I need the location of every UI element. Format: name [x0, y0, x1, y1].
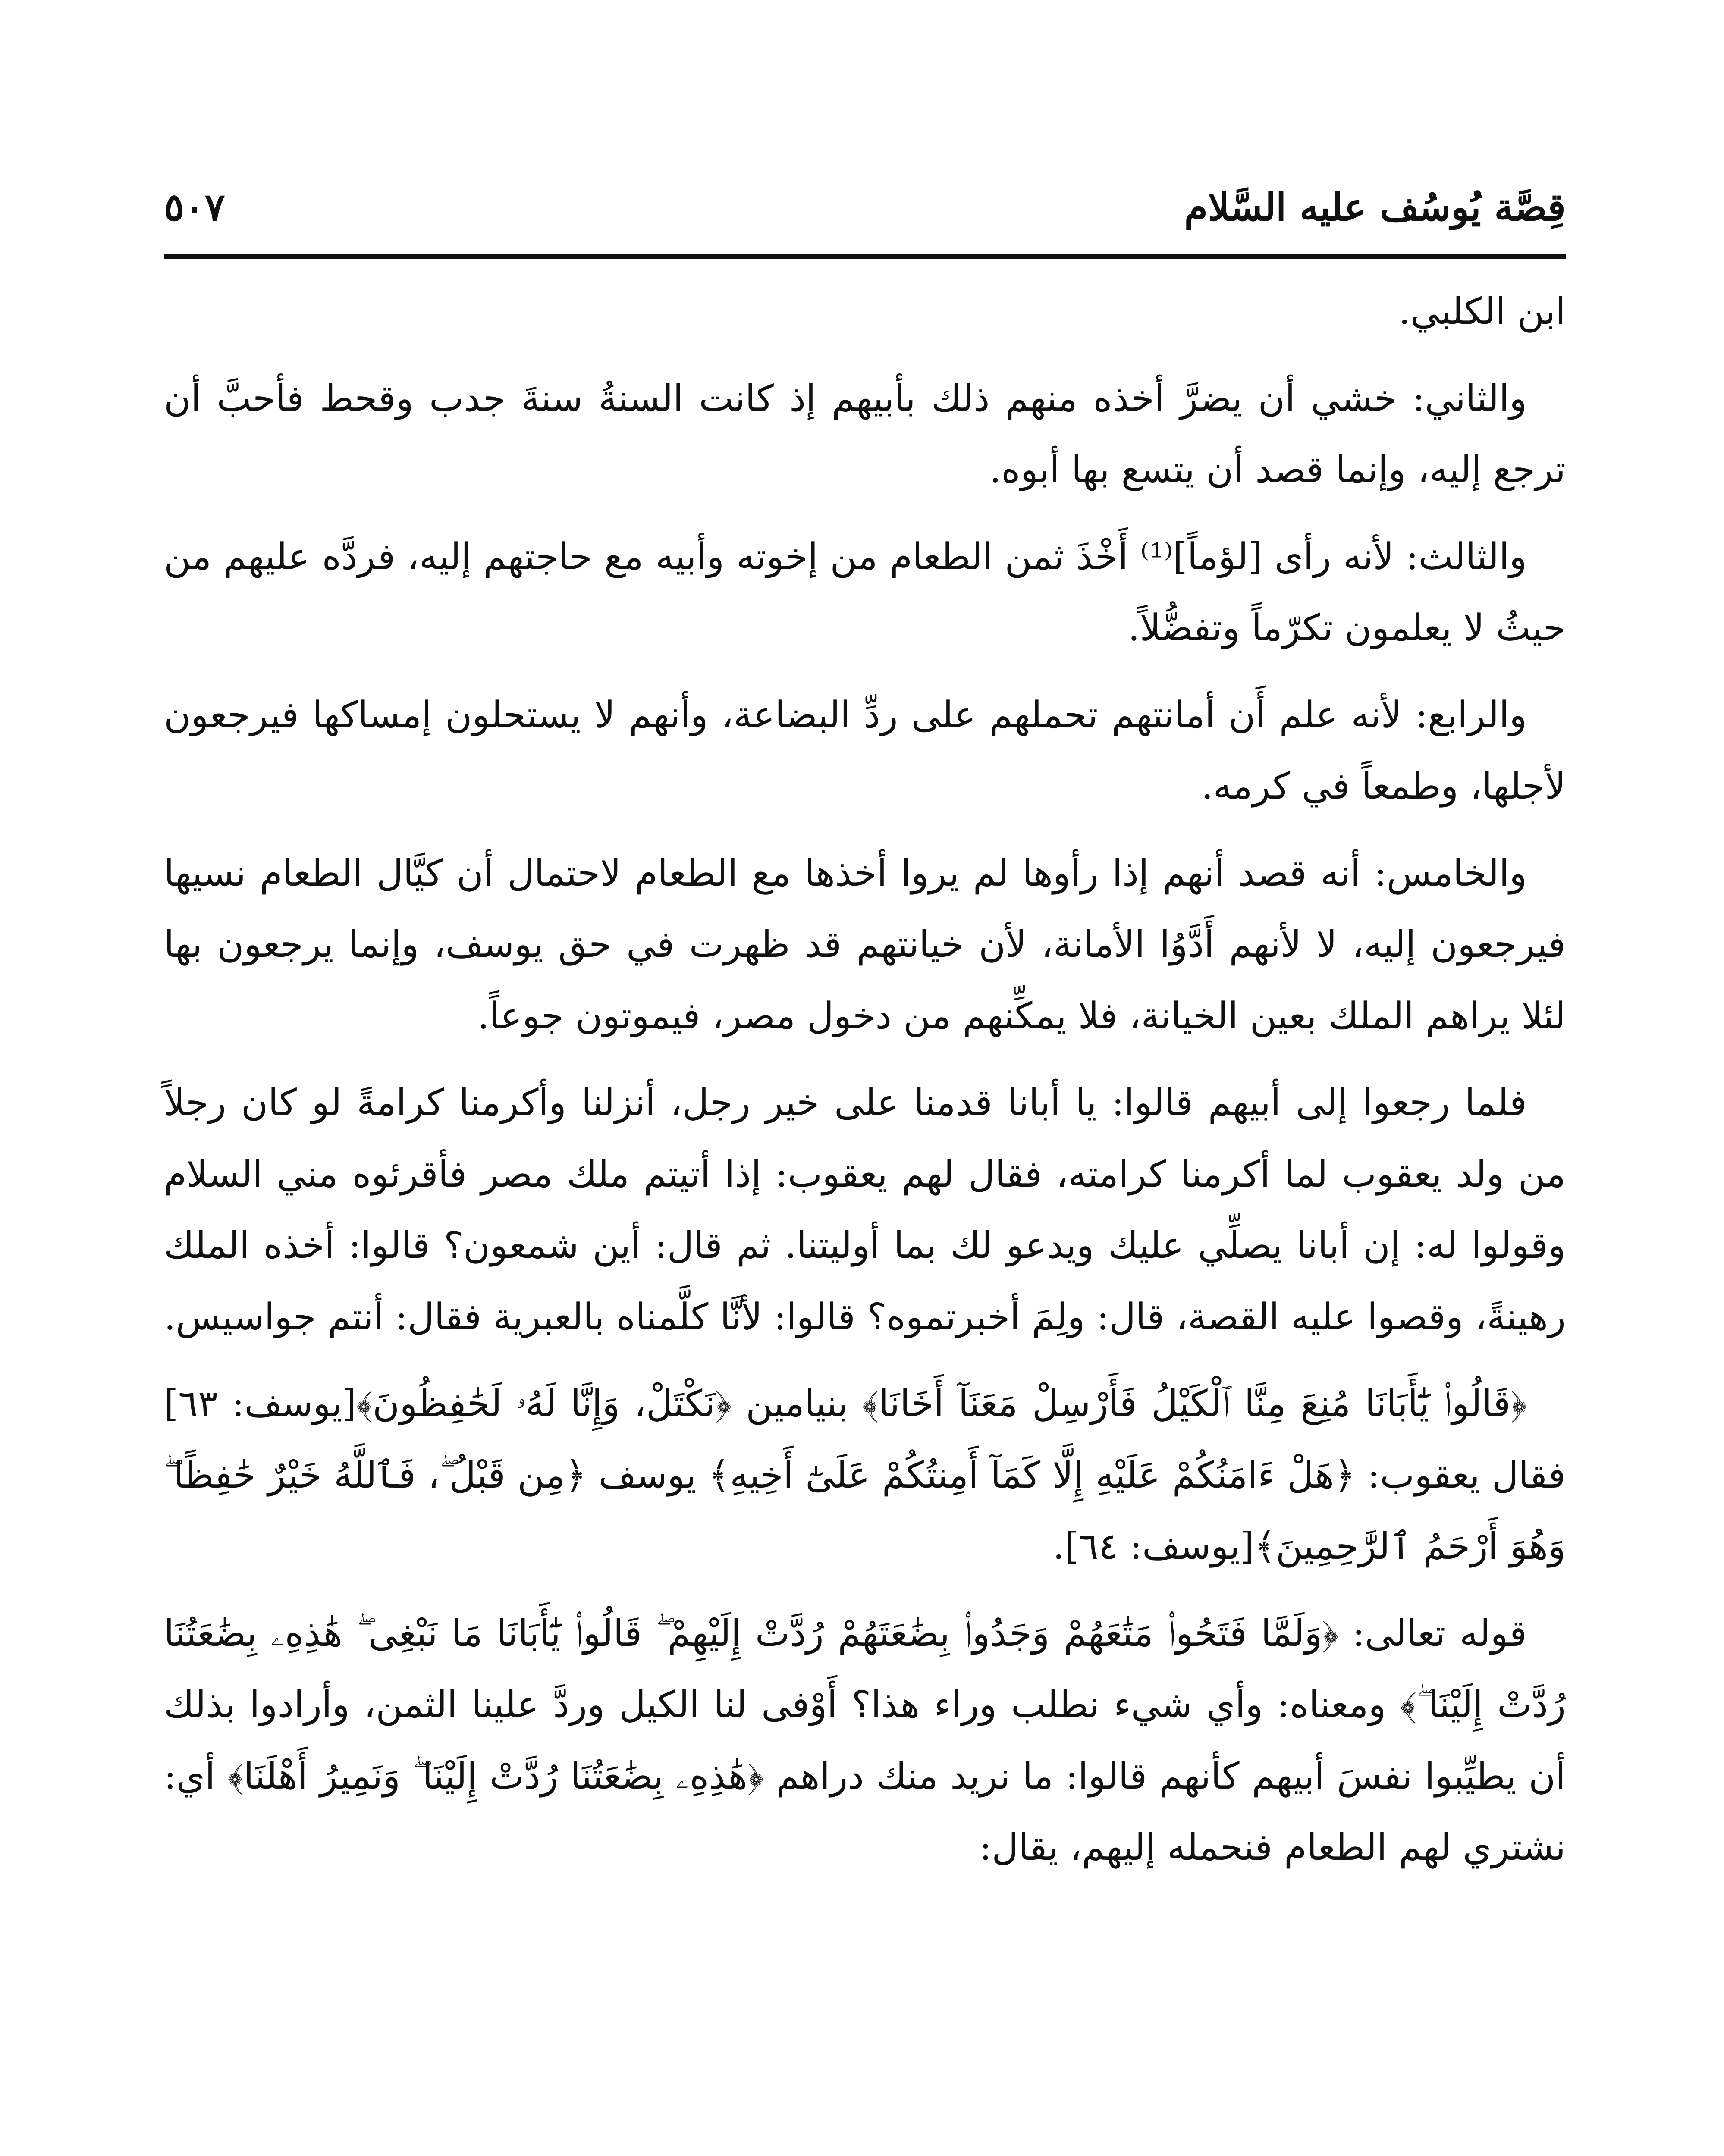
- paragraph-1: ابن الكلبي.: [1398, 290, 1566, 333]
- running-header: [164, 170, 1566, 244]
- paragraph-7-quran: ﴿قَالُوا۟ يَٰٓأَبَانَا مُنِعَ مِنَّا ٱلْكَيْلُ فَأَرْسِلْ مَعَنَآ أَخَانَا﴾ بنيامين ﴿نَكْتَلْ، وَإِنَّا لَهُۥ لَحَٰفِظُونَ﴾[يوسف: ٦٣] فقال يعقوب: ﴿هَلْ ءَامَنُكُمْ عَلَيْهِ إِلَّا كَمَآ أَمِنتُكُمْ عَلَىٰٓ أَخِيهِ﴾ يوسف ﴿مِن قَبْلُ ۖ، فَٱللَّهُ خَيْرٌ حَٰفِظًا ۖ وَهُوَ أَرْحَمُ ٱلرَّٰحِمِينَ﴾[يوسف: ٦٤].: [164, 1382, 1566, 1568]
- paragraph-6: فلما رجعوا إلى أبيهم قالوا: يا أبانا قدمنا على خير رجل، أنزلنا وأكرمنا كرامةً لو كان رجلاً من ولد يعقوب لما أكرمنا كرامته، فقال لهم يعقوب: إذا أتيتم ملك مصر فأقرئوه مني السلام وقولوا له: إن أبانا يصلِّي عليك ويدعو لك بما أوليتنا. ثم قال: أين شمعون؟ قالوا: أخذه الملك رهينةً، وقصوا عليه القصة، قال: ولِمَ أخبرتموه؟ قالوا: لأنَّا كلَّمناه بالعبرية فقال: أنتم جواسيس.: [164, 1081, 1566, 1338]
- body-text: [164, 276, 1566, 1899]
- paragraph-8-quran: قوله تعالى: ﴿وَلَمَّا فَتَحُوا۟ مَتَٰعَهُمْ وَجَدُوا۟ بِضَٰعَتَهُمْ رُدَّتْ إِلَيْهِمْ ۖ قَالُوا۟ يَٰٓأَبَانَا مَا نَبْغِى ۖ هَٰذِهِۦ بِضَٰعَتُنَا رُدَّتْ إِلَيْنَا ۖ﴾ ومعناه: وأي شيء نطلب وراء هذا؟ أَوْفى لنا الكيل وردَّ علينا الثمن، وأرادوا بذلك أن يطيِّبوا نفسَ أبيهم كأنهم قالوا: ما نريد منك دراهم ﴿هَٰذِهِۦ بِضَٰعَتُنَا رُدَّتْ إِلَيْنَا ۖ وَنَمِيرُ أَهْلَنَا﴾ أي: نشتري لهم الطعام فنحمله إليهم، يقال:: [164, 1612, 1566, 1869]
- header-title: قِصَّة يُوسُف عليه السَّلام: [1184, 185, 1566, 229]
- header-divider: [164, 254, 1566, 259]
- page-number: ٥٠٧: [164, 185, 225, 229]
- paragraph-4: والرابع: لأنه علم أَن أمانتهم تحملهم على ردِّ البضاعة، وأنهم لا يستحلون إمساكها فيرجعون لأجلها، وطمعاً في كرمه.: [164, 693, 1566, 808]
- paragraph-2: والثاني: خشي أن يضرَّ أخذه منهم ذلك بأبيهم إذ كانت السنةُ سنةَ جدب وقحط فأحبَّ أن ترجع إليه، وإنما قصد أن يتسع بها أبوه.: [164, 377, 1566, 491]
- paragraph-3: والثالث: لأنه رأى [لؤماً]⁽¹⁾ أَخْذَ ثمن الطعام من إخوته وأبيه مع حاجتهم إليه، فردَّه عليهم من حيثُ لا يعلمون تكرّماً وتفضُّلاً.: [164, 535, 1566, 649]
- paragraph-5: والخامس: أنه قصد أنهم إذا رأوها لم يروا أخذها مع الطعام لاحتمال أن كيَّال الطعام نسيها فيرجعون إليه، لا لأنهم أَدَّوُا الأمانة، لأن خيانتهم قد ظهرت في حق يوسف، وإنما يرجعون بها لئلا يراهم الملك بعين الخيانة، فلا يمكِّنهم من دخول مصر، فيموتون جوعاً.: [164, 852, 1566, 1037]
